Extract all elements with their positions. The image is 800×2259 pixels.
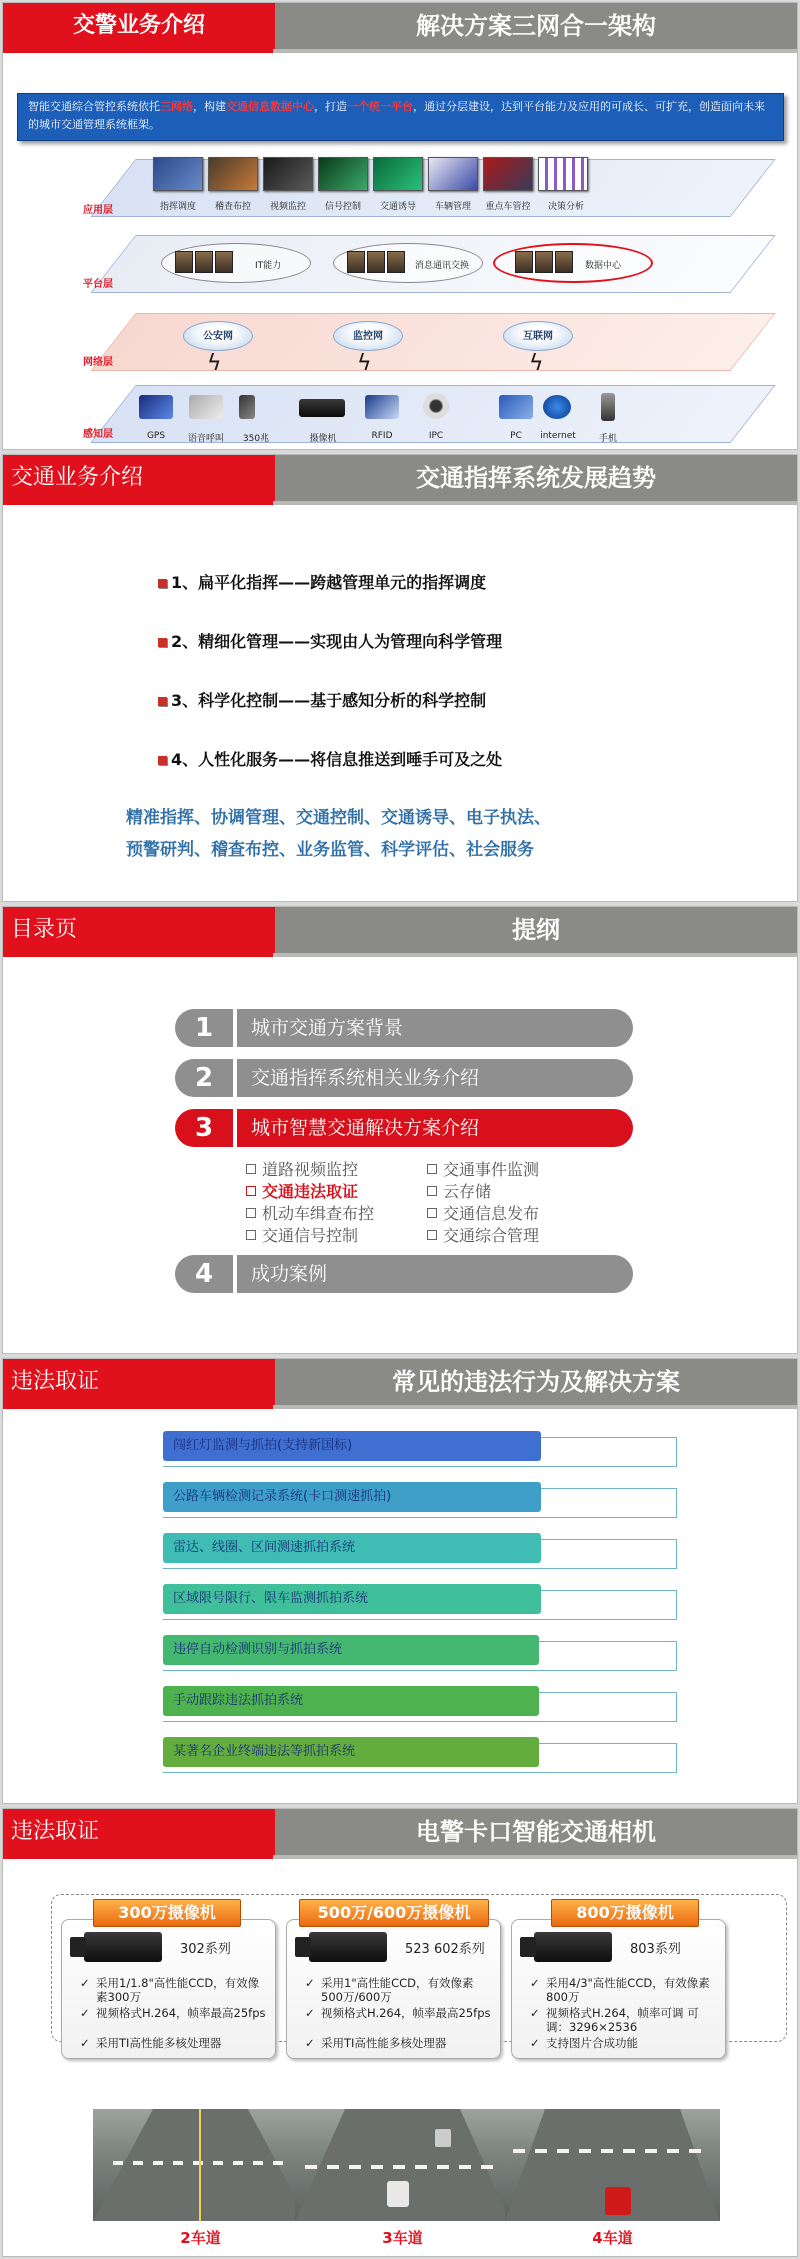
device-caption: GPS [146,431,166,441]
violation-bar: 闯红灯监测与抓拍(支持新国标) [163,1431,541,1461]
camera-series: 302系列 [180,1942,231,1957]
violation-bar: 违停自动检测识别与抓拍系统 [163,1635,539,1665]
camera-feature: ✓ 视频格式H.264，帧率可调 可调：3296×2536 [530,2006,699,2034]
camera-tag: 500万/600万摄像机 [299,1899,489,1927]
toc-item-3[interactable] [175,1109,633,1147]
trend-item: 4、人性化服务——将信息推送到唾手可及之处 [158,747,502,770]
dispatch-icon [153,157,203,191]
app-caption: 指挥调度 [159,202,196,212]
app-caption: 重点车管控 [485,202,531,212]
slide-tag: 交通业务介绍 [3,455,275,501]
header-stripe [3,1855,797,1859]
checkbox-icon [427,1186,437,1196]
camera-icon [84,1932,162,1962]
header-stripe [3,1405,797,1409]
trend-item: 1、扁平化指挥——跨越管理单元的指挥调度 [158,570,486,593]
checkbox-icon [427,1208,437,1218]
camera-feature: ✓ 采用TI高性能多核处理器 [80,2036,222,2050]
subitem[interactable]: 云存储 [427,1179,491,1202]
header-stripe [3,49,797,53]
toc-item-2[interactable] [175,1059,633,1097]
server-icon [535,251,553,273]
toc-divider [233,1109,237,1147]
cloud-icon: 监控网 [333,321,403,351]
ipc-icon [423,393,449,419]
bullet-icon [158,579,167,588]
camera-series: 523 602系列 [405,1942,485,1957]
camera-feature: ✓ 视频格式H.264，帧率最高25fps [305,2006,491,2020]
mobile-icon [601,393,615,421]
toc-item-4[interactable] [175,1255,633,1293]
violation-bar: 公路车辆检测记录系统(卡口测速抓拍) [163,1482,541,1512]
slide-title: 电警卡口智能交通相机 [275,1809,797,1855]
server-icon [515,251,533,273]
slide-tag: 违法取证 [3,1809,275,1855]
road-photo-3-lane [295,2109,510,2221]
cloud-icon: 互联网 [503,321,573,351]
checkbox-icon [246,1186,256,1196]
checkbox-icon [246,1230,256,1240]
app-caption: 交通诱导 [379,202,416,212]
camera-series: 803系列 [630,1942,681,1957]
layer-label-platform: 平台层 [83,279,113,290]
slide-tag: 目录页 [3,907,275,953]
camera-card-500 [286,1919,501,2059]
toc-number: 3 [194,1113,214,1143]
slide-tag: 违法取证 [3,1359,275,1405]
lightning-icon: ϟ [529,351,544,376]
slide-cameras [2,1808,798,2257]
gps-icon [139,395,173,419]
toc-number: 2 [194,1063,214,1093]
toc-label: 交通指挥系统相关业务介绍 [251,1067,480,1089]
platform-label: IT能力 [255,261,282,271]
slide-title: 提纲 [275,907,797,953]
app-caption: 车辆管理 [434,202,471,212]
header-stripe [3,953,797,957]
subitem[interactable]: 交通信号控制 [246,1223,358,1246]
lightning-icon: ϟ [357,351,372,376]
road-label: 2车道 [180,2229,221,2247]
platform-label: 数据中心 [585,261,622,271]
device-caption: 语音呼叫 [187,434,224,444]
camera-feature: ✓ 采用TI高性能多核处理器 [305,2036,447,2050]
camera-feature: ✓ 采用1"高性能CCD，有效像素500万/600万 [305,1976,474,2004]
app-caption: 稽查布控 [214,202,251,212]
road-lines [505,2109,720,2221]
lightning-icon: ϟ [207,351,222,376]
internet-icon [543,395,571,419]
checkbox-icon [427,1164,437,1174]
rfid-icon [365,395,399,419]
layer-label-network: 网络层 [83,357,113,368]
slide-outline [2,906,798,1354]
road-photo-4-lane [505,2109,720,2221]
app-caption: 决策分析 [547,202,584,212]
subitem[interactable]: 交通综合管理 [427,1223,539,1246]
toc-item-1[interactable] [175,1009,633,1047]
signal-icon [318,157,368,191]
toc-number: 1 [194,1013,214,1043]
device-caption: 350兆 [242,434,270,444]
violation-bar: 某著名企业终端违法等抓拍系统 [163,1737,539,1767]
analysis-icon [538,157,588,191]
slide-title: 常见的违法行为及解决方案 [275,1359,797,1405]
device-caption: internet [540,431,576,441]
server-icon [387,251,405,273]
slide-title: 解决方案三网合一架构 [275,3,797,49]
server-icon [367,251,385,273]
camera-tag: 800万摄像机 [551,1899,699,1927]
subitem[interactable]: 道路视频监控 [246,1157,358,1180]
road-label: 3车道 [382,2229,423,2247]
layer-label-sense: 感知层 [83,429,113,440]
app-caption: 信号控制 [324,202,361,212]
camera-icon [309,1932,387,1962]
camera-card-800 [511,1919,726,2059]
camera-icon [299,399,345,417]
device-caption: PC [510,431,522,441]
toc-number: 4 [194,1259,214,1289]
server-icon [347,251,365,273]
trend-item: 2、精细化管理——实现由人为管理向科学管理 [158,629,502,652]
device-caption: 摄像机 [309,434,337,444]
device-caption: IPC [428,431,444,441]
subitem[interactable]: 交通事件监测 [427,1157,539,1180]
road-label: 4车道 [592,2229,633,2247]
camera-feature: ✓ 支持图片合成功能 [530,2036,638,2050]
bullet-icon [158,697,167,706]
slide-violations [2,1358,798,1804]
subitem[interactable]: 交通信息发布 [427,1201,539,1224]
toc-divider [233,1255,237,1293]
server-icon [555,251,573,273]
checkbox-icon [246,1164,256,1174]
camera-card-300 [61,1919,276,2059]
bullet-icon [158,638,167,647]
intro-text: 智能交通综合管控系统依托三网络，构建交通信息数据中心，打造一个统一平台，通过分层建设，达到平台能力及应用的可成长、可扩充，创造面向未来的城市交通管理系统框架。 [17,93,784,141]
slide-title: 交通指挥系统发展趋势 [275,455,797,501]
toc-divider [233,1009,237,1047]
services-line: 精准指挥、协调管理、交通控制、交通诱导、电子执法、 [126,808,551,828]
road-photo-2-lane [93,2109,308,2221]
subitem-active[interactable]: 交通违法取证 [246,1179,358,1202]
app-caption: 视频监控 [269,202,306,212]
inspect-icon [208,157,258,191]
header-stripe [3,501,797,505]
road-lines [295,2109,510,2221]
cloud-icon: 公安网 [183,321,253,351]
bullet-icon [158,756,167,765]
camera-feature: ✓ 采用4/3"高性能CCD，有效像素800万 [530,1976,710,2004]
trend-item: 3、科学化控制——基于感知分析的科学控制 [158,688,486,711]
radio-icon [239,395,255,419]
slide-architecture [2,2,798,450]
toc-label: 城市智慧交通解决方案介绍 [251,1117,480,1139]
guide-icon [373,157,423,191]
phone-icon [189,395,223,419]
camera-tag: 300万摄像机 [93,1899,241,1927]
camera-feature: ✓ 视频格式H.264，帧率最高25fps [80,2006,266,2020]
server-icon [215,251,233,273]
camera-icon [534,1932,612,1962]
server-icon [195,251,213,273]
slide-tag: 交警业务介绍 [3,3,275,49]
vehicle-icon [428,157,478,191]
platform-label: 消息通讯交换 [415,261,470,271]
violation-bar: 手动跟踪违法抓拍系统 [163,1686,539,1716]
services-line: 预警研判、稽查布控、业务监管、科学评估、社会服务 [126,840,534,860]
pc-icon [499,395,533,419]
device-caption: 手机 [598,434,617,444]
camera-feature: ✓ 采用1/1.8"高性能CCD，有效像素300万 [80,1976,260,2004]
device-caption: RFID [371,431,393,441]
toc-divider [233,1059,237,1097]
checkbox-icon [427,1230,437,1240]
video-icon [263,157,313,191]
slide-trends [2,454,798,902]
violation-bar: 雷达、线圈、区间测速抓拍系统 [163,1533,541,1563]
key-vehicle-icon [483,157,533,191]
toc-label: 成功案例 [251,1263,328,1285]
toc-label: 城市交通方案背景 [251,1017,404,1039]
layer-label-app: 应用层 [83,205,113,216]
violation-bar: 区域限号限行、限车监测抓拍系统 [163,1584,541,1614]
subitem[interactable]: 机动车缉查布控 [246,1201,374,1224]
checkbox-icon [246,1208,256,1218]
road-lines [93,2109,308,2221]
server-icon [175,251,193,273]
